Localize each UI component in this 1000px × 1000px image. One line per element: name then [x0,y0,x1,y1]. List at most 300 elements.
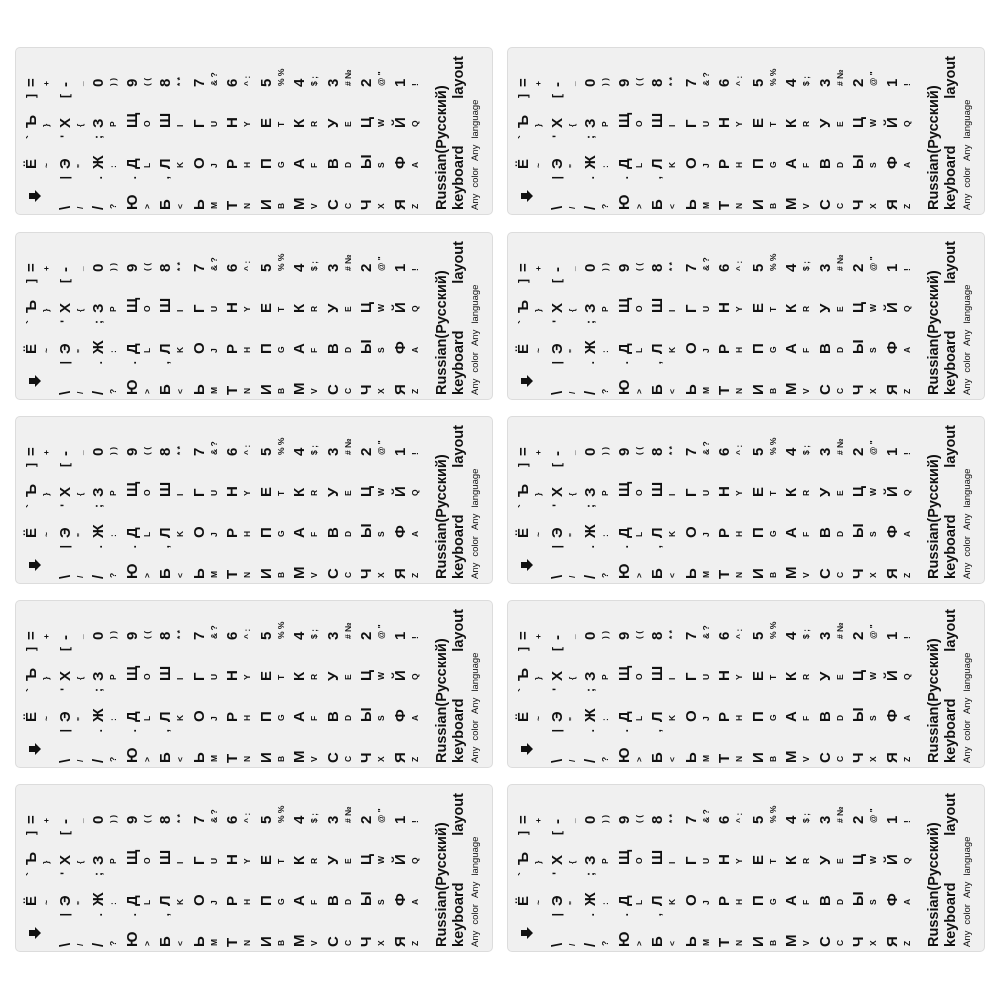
key-cap [615,727,649,765]
key-main-glyph: Б [157,199,174,210]
key-cap [782,277,816,315]
key-sub-glyph: N [242,571,252,578]
key-sub-glyph: ! [901,820,912,823]
key-cap [391,277,425,315]
key-main-glyph: Г [682,488,700,497]
key-sub-glyph: X [868,940,878,946]
key-main-glyph: П [257,158,275,169]
key-cap [581,604,615,642]
key-sub-glyph: R [801,673,811,680]
key-cap [223,543,257,581]
key-sub-glyph: L [633,715,644,721]
key-main-glyph: Г [682,672,700,681]
key-row [508,174,985,212]
key-sub-glyph: M [208,754,219,762]
key-main-glyph: - [56,635,74,640]
key-sub-glyph: F [309,899,319,905]
key-cap [715,277,749,315]
key-secondary-glyph: | [549,729,564,733]
key-sub-glyph: " [74,532,85,537]
key-sub-glyph: N [734,387,744,394]
key-sub-glyph: P [108,490,118,496]
key-cap [22,502,56,540]
key-sub-glyph: % % [275,621,286,639]
key-main-glyph: Ь [190,568,208,579]
down-arrow-icon [520,558,534,572]
label-tagline-word: language [470,836,481,876]
key-cap [615,51,649,89]
down-arrow-icon [520,374,534,388]
key-sub-glyph: T [275,121,286,127]
key-cap [56,686,90,724]
key-cap [190,277,224,315]
key-cap [89,686,123,724]
key-cap [391,788,425,826]
key-sub-glyph: ^ : [734,260,744,271]
key-sub-glyph: { [566,123,577,127]
key-main-glyph: Д [615,895,633,906]
key-secondary-glyph: ' [57,872,72,875]
key-cap [190,604,224,642]
key-main-glyph: 6 [224,447,241,456]
key-sub-glyph: ~ [41,163,51,168]
key-cap [615,420,649,458]
key-main-glyph: 5 [749,263,767,272]
key-cap [581,645,615,683]
key-main-glyph: \ [56,574,74,579]
key-row [508,686,985,724]
key-cap [548,870,582,908]
key-main-glyph: Т [224,385,241,395]
key-main-glyph: З [582,118,599,128]
key-main-glyph: И [749,936,767,947]
key-main-glyph: Ш [157,849,174,865]
key-secondary-glyph: . [616,913,631,917]
key-sub-glyph: I [667,309,677,312]
key-sub-glyph: % % [767,805,778,823]
key-main-glyph: 3 [324,78,342,87]
key-sub-glyph: / [74,943,85,946]
key-main-glyph: - [56,819,74,824]
key-cap [190,174,224,212]
key-cap [257,174,291,212]
key-cap [749,420,783,458]
key-sub-glyph: F [309,531,319,537]
key-sub-glyph: D [834,161,845,168]
key-main-glyph: Ь [190,384,208,395]
key-main-glyph: З [90,118,107,128]
key-secondary-glyph: | [57,361,72,365]
key-main-glyph: Й [391,854,409,865]
key-main-glyph: И [257,752,275,763]
key-cap [391,645,425,683]
key-main-glyph: Й [391,117,409,128]
keyboard-sticker-sheet [507,416,985,584]
key-cap [22,645,56,683]
key-sub-glyph: ! [901,83,912,86]
key-sub-glyph: U [700,673,711,680]
key-main-glyph: \ [548,390,566,395]
key-main-glyph: Ш [157,297,174,313]
key-sub-glyph: Z [901,388,912,394]
key-main-glyph: 0 [582,815,599,824]
key-sub-glyph: X [868,388,878,394]
key-cap [648,51,682,89]
key-sub-glyph: < [667,941,677,946]
key-sub-glyph: O [141,120,152,127]
key-main-glyph: В [816,343,834,354]
key-cap [290,92,324,130]
key-cap [123,788,157,826]
key-sub-glyph: B [767,387,778,394]
key-cap [223,829,257,867]
key-main-glyph: Х [56,117,74,128]
down-arrow-icon [28,558,42,572]
key-cap [749,870,783,908]
key-main-glyph: 3 [324,631,342,640]
label-layout: layout [451,609,467,652]
key-sub-glyph: F [309,347,319,353]
key-cap [56,277,90,315]
key-secondary-glyph: [ [549,647,564,651]
key-cap [648,133,682,171]
key-cap [581,543,615,581]
key-secondary-glyph: . [616,545,631,549]
key-cap [56,502,90,540]
key-row [16,359,493,397]
key-arrow [514,174,548,212]
key-cap [548,502,582,540]
key-main-glyph: Ю [615,931,633,947]
key-cap [357,788,391,826]
key-main-glyph: = [515,447,532,456]
key-main-glyph: Д [123,343,141,354]
key-main-glyph: У [324,855,342,865]
key-main-glyph: Ё [515,158,532,169]
key-sub-glyph: O [633,305,644,312]
label-tagline-word: color [470,536,481,557]
key-sub-glyph: & ? [208,625,219,639]
key-sub-glyph: ~ [533,900,543,905]
key-main-glyph: О [190,710,208,722]
keyboard-sticker-sheet [507,600,985,768]
key-row [508,133,985,171]
key-sub-glyph: H [242,161,252,168]
key-cap [257,543,291,581]
key-cap [22,870,56,908]
key-main-glyph: Ф [391,893,409,906]
key-cap [391,51,425,89]
key-main-glyph: М [291,382,308,395]
key-cap [849,92,883,130]
key-cap [615,236,649,274]
key-cap [749,174,783,212]
key-main-glyph: Й [883,486,901,497]
key-main-glyph: Ч [358,199,375,210]
key-sub-glyph: ~ [533,348,543,353]
label-title: Russian(Русский) [434,638,450,763]
key-main-glyph: \ [56,205,74,210]
key-main-glyph: И [749,568,767,579]
key-sub-glyph: G [275,530,286,537]
key-sub-glyph: A [901,898,912,905]
key-cap [324,461,358,499]
key-cap [89,645,123,683]
key-sub-glyph: P [600,490,610,496]
label-keyboard: keyboard [451,145,467,210]
key-main-glyph: С [816,936,834,947]
key-main-glyph: Э [56,527,74,538]
key-secondary-glyph: ' [57,320,72,323]
key-sub-glyph: I [175,861,185,864]
key-main-glyph: Е [749,302,767,313]
down-arrow-icon [28,742,42,756]
key-row [16,788,493,826]
key-cap [548,829,582,867]
key-cap [816,420,850,458]
key-sub-glyph: % % [275,805,286,823]
key-sub-glyph: V [309,940,319,946]
key-sub-glyph: / [566,943,577,946]
key-sub-glyph: G [767,161,778,168]
key-sub-glyph: G [275,161,286,168]
key-sub-glyph: < [175,757,185,762]
key-main-glyph: = [23,263,40,272]
key-sub-glyph: ^ : [734,812,744,823]
key-sub-glyph: X [376,572,386,578]
key-cap [89,911,123,949]
key-cap [548,686,582,724]
key-main-glyph: / [90,574,107,579]
key-sub-glyph: F [801,347,811,353]
key-sub-glyph: ~ [533,716,543,721]
key-sub-glyph: H [734,346,744,353]
key-main-glyph: - [548,267,566,272]
key-main-glyph: - [56,82,74,87]
key-sub-glyph: K [667,714,677,721]
key-main-glyph: 2 [850,815,867,824]
key-secondary-glyph: | [549,913,564,917]
key-row [16,277,493,315]
key-main-glyph: 8 [649,815,666,824]
key-main-glyph: С [324,936,342,947]
key-main-glyph: П [749,895,767,906]
key-cap [682,277,716,315]
key-sub-glyph: Y [734,490,744,496]
key-main-glyph: Ы [850,523,867,538]
key-secondary-glyph: ] [516,647,530,651]
key-main-glyph: Я [391,568,409,579]
key-cap [156,359,190,397]
key-cap [548,236,582,274]
key-main-glyph: Щ [123,481,141,497]
key-main-glyph: = [23,631,40,640]
key-cap [849,543,883,581]
key-main-glyph: Ы [850,707,867,722]
key-main-glyph: 1 [883,815,901,824]
key-sub-glyph: > [141,204,152,209]
key-main-glyph: = [515,631,532,640]
key-main-glyph: Щ [123,665,141,681]
key-cap [290,502,324,540]
key-secondary-glyph: [ [549,463,564,467]
key-sub-glyph: G [767,714,778,721]
key-main-glyph: - [56,267,74,272]
key-cap [123,829,157,867]
key-main-glyph: Ц [850,302,867,313]
key-cap [357,133,391,171]
label-tagline-word: Any [962,513,973,531]
key-main-glyph: Я [883,199,901,210]
key-sub-glyph: _ [74,266,85,271]
key-cap [615,461,649,499]
key-main-glyph: А [783,527,800,538]
key-cap [782,51,816,89]
key-main-glyph: 7 [190,78,208,87]
label-tagline-word: color [962,167,973,188]
key-sub-glyph: Q [409,857,420,864]
key-sub-glyph: $ ; [801,76,811,86]
key-sub-glyph: @ " [376,256,386,271]
key-sub-glyph: % % [767,253,778,271]
label-tagline-word: color [470,720,481,741]
key-main-glyph: \ [56,758,74,763]
key-sub-glyph: ) ) [108,262,118,271]
key-sub-glyph: { [74,492,85,496]
label-tagline-word: Any [470,513,481,531]
key-main-glyph: Ш [649,849,666,865]
key-sub-glyph: ( ( [633,814,644,823]
key-cap [782,727,816,765]
key-main-glyph: Ф [883,341,901,354]
key-cap [357,829,391,867]
key-main-glyph: 7 [190,447,208,456]
key-main-glyph: Т [224,753,241,763]
key-sub-glyph: % % [275,68,286,86]
key-sub-glyph: D [342,714,353,721]
key-row [508,420,985,458]
key-cap [324,277,358,315]
key-main-glyph: Б [157,752,174,763]
key-main-glyph: Е [749,486,767,497]
key-main-glyph: / [90,942,107,947]
key-main-glyph: 7 [190,631,208,640]
key-sub-glyph: > [633,941,644,946]
key-main-glyph: 2 [358,815,375,824]
key-sub-glyph: ( ( [141,630,152,639]
key-cap [123,502,157,540]
key-main-glyph: 9 [123,263,141,272]
key-sub-glyph: K [175,530,185,537]
key-main-glyph: А [783,711,800,722]
label-tagline-word: language [962,99,973,139]
key-sub-glyph: * * [667,814,677,823]
key-cap [324,502,358,540]
key-sub-glyph: ? [600,203,610,209]
key-sub-glyph: G [275,714,286,721]
key-sub-glyph: P [108,121,118,127]
key-sub-glyph: Z [901,940,912,946]
key-sub-glyph: # № [342,254,353,271]
key-cap [816,461,850,499]
key-cap [324,236,358,274]
key-main-glyph: Ж [90,524,107,538]
key-sub-glyph: ) ) [108,814,118,823]
key-cap [89,359,123,397]
key-main-glyph: 9 [615,815,633,824]
key-main-glyph: Ы [850,339,867,354]
key-sub-glyph: ^ : [242,444,252,455]
key-sub-glyph: P [600,858,610,864]
key-cap [715,604,749,642]
key-main-glyph: О [190,894,208,906]
key-sub-glyph: S [376,715,386,721]
key-sub-glyph: L [141,899,152,905]
key-cap [324,92,358,130]
key-cap [514,829,548,867]
label-tagline-word: Any [470,378,481,395]
key-cap [22,51,56,89]
key-sub-glyph: D [342,530,353,537]
key-cap [290,727,324,765]
key-cap [391,318,425,356]
key-row [16,92,493,130]
key-main-glyph: Ъ [515,299,532,313]
key-cap [615,645,649,683]
key-main-glyph: Е [257,854,275,865]
key-main-glyph: Ф [883,893,901,906]
key-main-glyph: Ь [682,936,700,947]
key-cap [816,359,850,397]
key-main-glyph: К [783,487,800,497]
key-cap [816,727,850,765]
key-main-glyph: Ц [850,486,867,497]
key-sub-glyph: ~ [533,163,543,168]
key-sub-glyph: $ ; [801,813,811,823]
key-sub-glyph: $ ; [309,261,319,271]
key-sub-glyph: H [734,530,744,537]
key-sub-glyph: F [309,715,319,721]
key-main-glyph: / [582,942,599,947]
key-main-glyph: 3 [816,631,834,640]
key-main-glyph: 9 [123,815,141,824]
key-cap [615,788,649,826]
key-cap [883,604,917,642]
key-secondary-glyph: [ [57,831,72,835]
key-sub-glyph: : [108,718,118,721]
key-cap [391,502,425,540]
key-cap [648,727,682,765]
key-sub-glyph: X [868,572,878,578]
key-sub-glyph: R [309,857,319,864]
key-sub-glyph: R [801,120,811,127]
key-sub-glyph: C [342,939,353,946]
key-sub-glyph: : [600,165,610,168]
key-sub-glyph: U [208,120,219,127]
key-cap [223,277,257,315]
key-main-glyph: 8 [649,263,666,272]
key-sub-glyph: & ? [208,441,219,455]
key-cap [581,870,615,908]
key-sub-glyph: H [242,898,252,905]
key-row [508,236,985,274]
key-sub-glyph: V [801,572,811,578]
key-main-glyph: Ю [123,931,141,947]
key-cap [357,911,391,949]
key-row [508,870,985,908]
key-cap [257,870,291,908]
key-cap [190,645,224,683]
